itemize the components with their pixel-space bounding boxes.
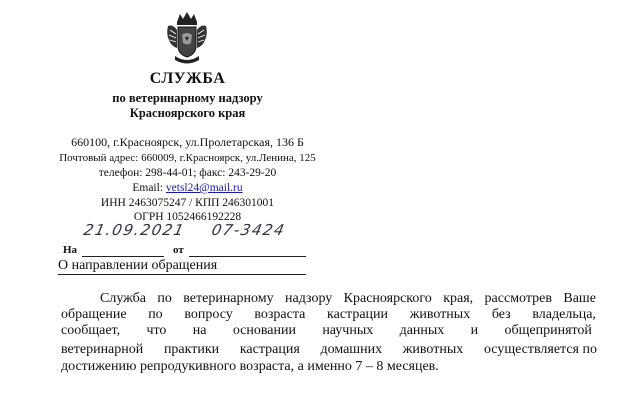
label-na: На: [63, 244, 78, 256]
body-line-4: ветеринарной практики кастрация домашних животных осуществляется по: [61, 342, 597, 357]
phone-fax: телефон: 298-44-01; факс: 243-29-20: [98, 167, 277, 179]
coat-of-arms-icon: [165, 10, 209, 66]
email-label: Email:: [132, 182, 166, 194]
email-line: [50, 182, 325, 194]
label-ot: от: [173, 244, 184, 256]
rule-na: [82, 256, 164, 257]
body-line-5: достижению репродукивного возраста, а именно 7 – 8 месяцев.: [61, 359, 439, 374]
subject-line: О направлении обращения: [58, 258, 218, 273]
agency-title: СЛУЖБА: [149, 70, 226, 87]
body-line-3: сообщает, что на основании научных данных и общепринятой: [61, 323, 592, 338]
body-line-2: обращение по вопросу возраста кастрации животных без владельца,: [61, 307, 596, 322]
agency-region: Красноярского края: [129, 106, 246, 120]
postal-address: Почтовый адрес: 660009, г.Красноярск, ул.Ленина, 125: [59, 152, 316, 164]
rule-ot: [189, 256, 306, 257]
inn-kpp: ИНН 2463075247 / КПП 246301001: [100, 197, 275, 209]
body-line-1: Служба по ветеринарному надзору Красноярского края, рассмотрев Ваше: [100, 291, 596, 306]
handwritten-date: 21.09.2021: [82, 221, 187, 239]
handwritten-number: 07-3424: [210, 221, 288, 239]
agency-subtitle: по ветеринарному надзору: [112, 91, 263, 105]
email-link[interactable]: vetsl24@mail.ru: [165, 182, 243, 194]
subject-rule: [58, 274, 306, 275]
ogrn: ОГРН 1052466192228: [133, 211, 242, 223]
address: 660100, г.Красноярск, ул.Пролетарская, 136 Б: [71, 135, 304, 149]
